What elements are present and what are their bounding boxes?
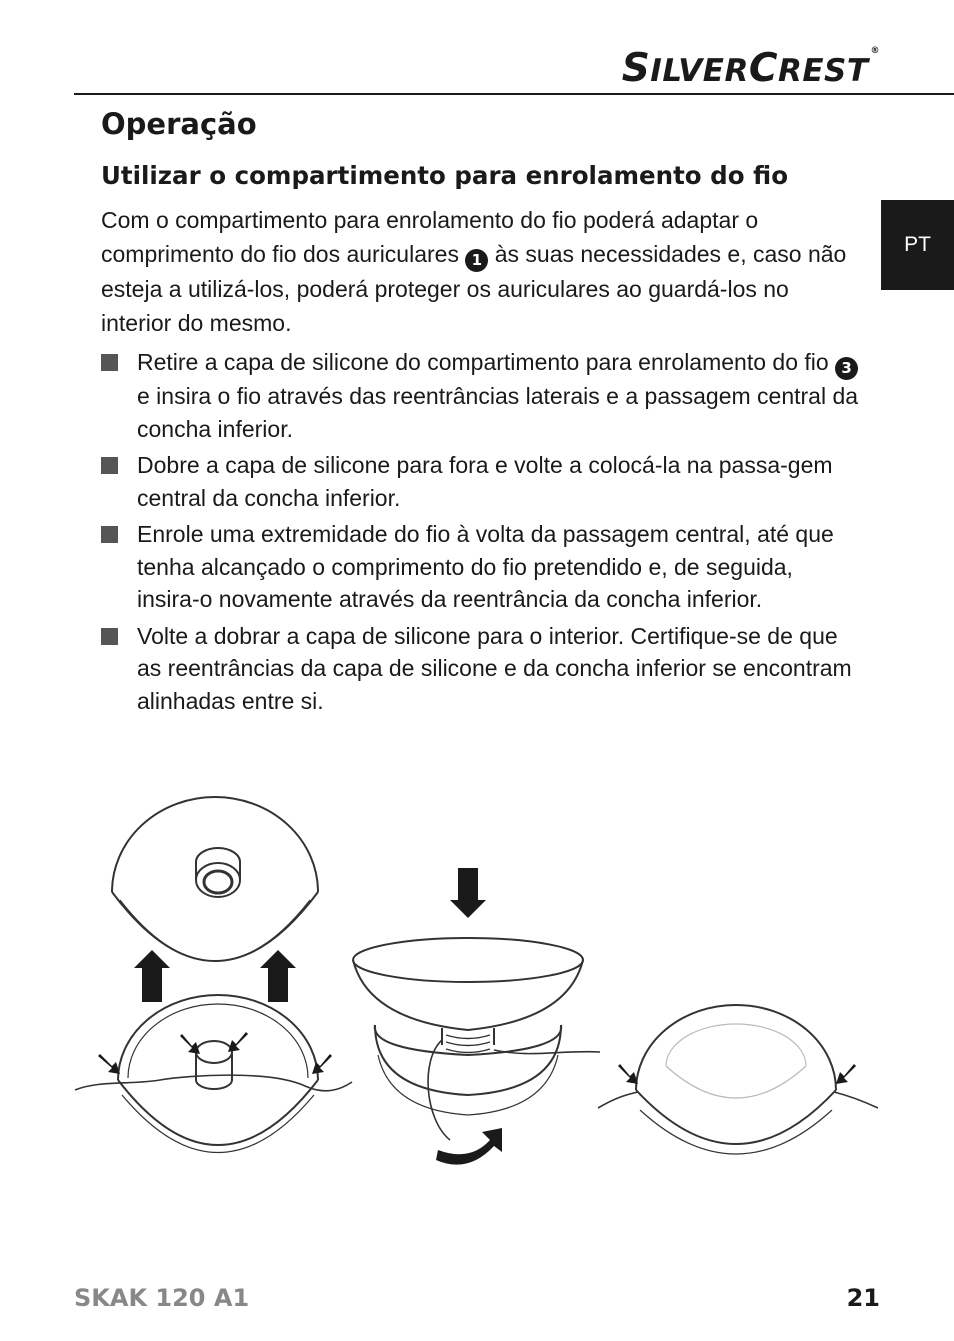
silicone-cap-drawing — [112, 797, 318, 961]
direction-arrows — [98, 868, 856, 1165]
bullet-square-icon — [101, 354, 118, 371]
list-item: Volte a dobrar a capa de silicone para o interior. Certifique-se de que as reentrâncias da capa de silicone e da concha inferior se encontram alinhadas entre si. — [101, 620, 861, 718]
small-arrow-icon — [836, 1064, 856, 1084]
winding-step-drawing — [353, 938, 600, 1140]
small-arrow-icon — [618, 1064, 638, 1084]
small-arrow-icon — [98, 1054, 120, 1074]
instruction-list — [101, 346, 861, 717]
arrow-down-icon — [450, 868, 486, 918]
list-item: Dobre a capa de silicone para fora e volte a colocá-la na passa-gem central da concha inferior. — [101, 449, 861, 514]
bullet-square-icon — [101, 457, 118, 474]
small-arrow-icon — [228, 1032, 248, 1052]
section-subtitle: Utilizar o compartimento para enrolamento do fio — [101, 161, 789, 190]
page-number: 21 — [846, 1284, 880, 1312]
bullet-square-icon — [101, 628, 118, 645]
part-reference-1: 1 — [465, 249, 488, 272]
language-tab: PT — [881, 200, 954, 290]
lower-shell-drawing — [75, 995, 352, 1153]
bullet-square-icon — [101, 526, 118, 543]
brand-logo: SILVERCREST® — [621, 46, 880, 91]
intro-paragraph: Com o compartimento para enrolamento do fio poderá adaptar o comprimento do fio dos auriculares 1 às suas necessidades e, caso não esteja a utilizá-los, poderá proteger os auriculares ao guardá-los no interior do mesmo. — [101, 207, 847, 336]
model-number: SKAK 120 A1 — [74, 1284, 250, 1312]
main-content — [101, 104, 861, 721]
arrow-up-icon — [260, 950, 296, 1002]
part-reference-3: 3 — [835, 357, 858, 380]
list-item: Retire a capa de silicone do compartimento para enrolamento do fio 3 e insira o fio através das reentrâncias laterais e a passagem central da concha inferior. — [101, 346, 861, 445]
cord-winder-illustration — [70, 790, 890, 1180]
small-arrow-icon — [180, 1034, 200, 1054]
closed-winder-drawing — [598, 1005, 878, 1154]
rotate-arrow-icon — [436, 1128, 502, 1165]
list-item: Enrole uma extremidade do fio à volta da passagem central, até que tenha alcançado o comprimento do fio pretendido e, de seguida, insira-o novamente através da reentrância da concha inferior. — [101, 518, 861, 616]
arrow-up-icon — [134, 950, 170, 1002]
header-rule — [74, 93, 954, 95]
section-title: Operação — [101, 107, 257, 141]
